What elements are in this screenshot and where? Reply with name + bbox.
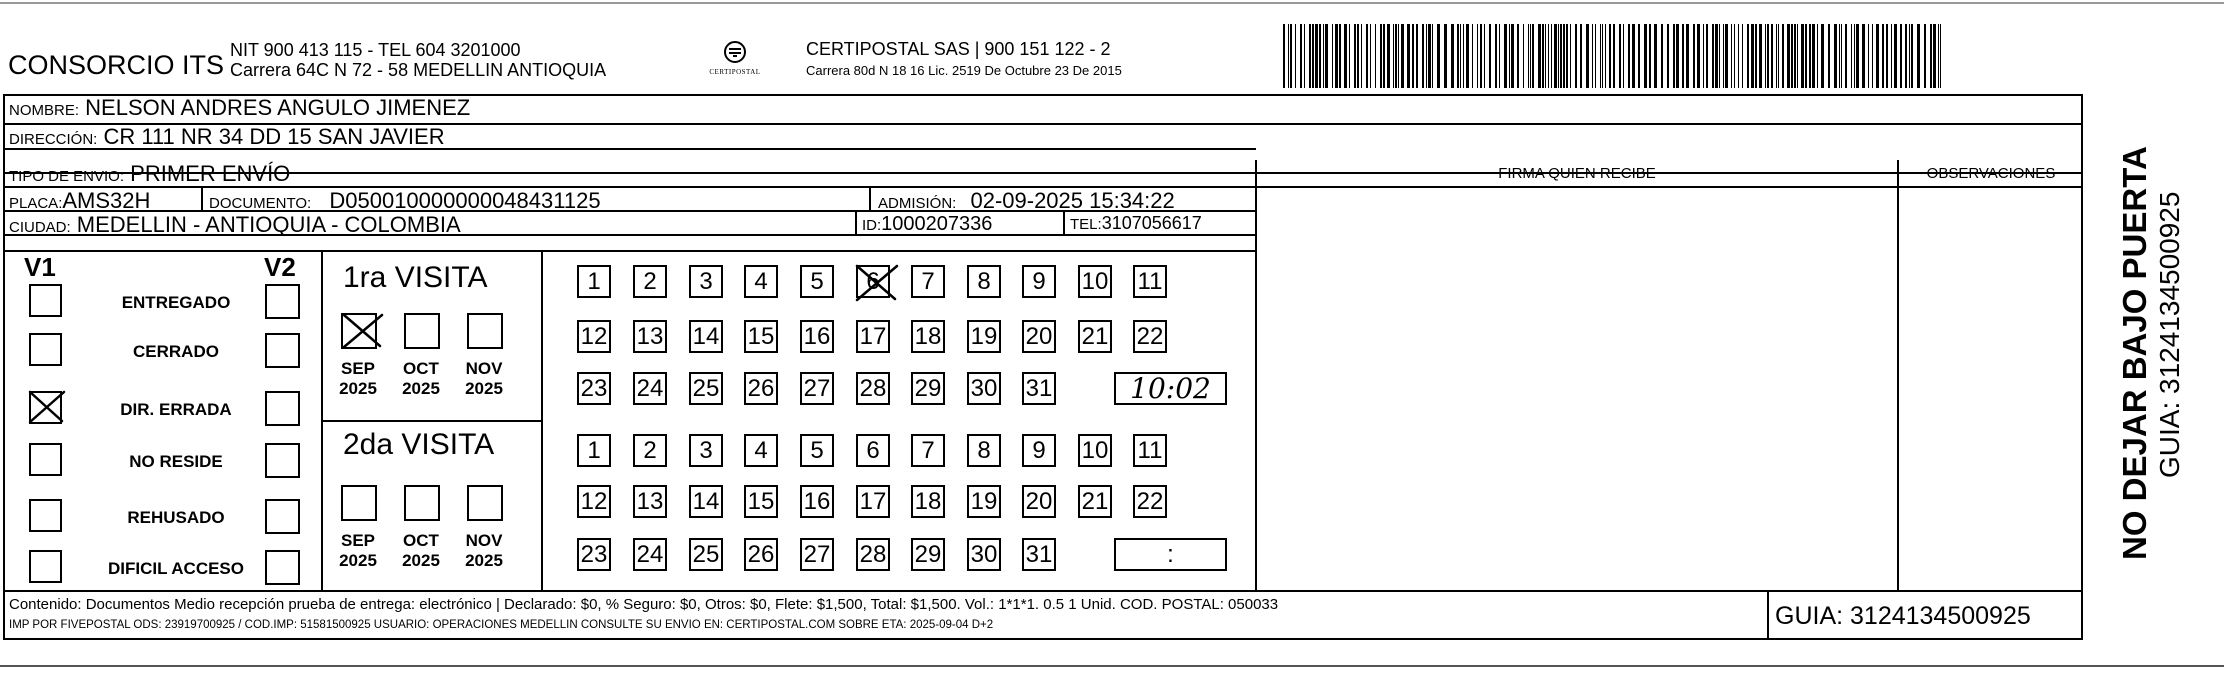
day-number: 29 bbox=[914, 540, 942, 568]
col-line bbox=[201, 186, 203, 212]
day-checkbox[interactable] bbox=[577, 485, 611, 518]
status-label: NO RESIDE bbox=[129, 452, 223, 471]
day-number: 14 bbox=[692, 487, 720, 515]
day-number: 3 bbox=[699, 436, 713, 464]
day-number: 25 bbox=[692, 374, 720, 402]
day-number: 4 bbox=[754, 267, 768, 295]
day-checkbox[interactable] bbox=[1133, 265, 1167, 298]
day-checkbox[interactable] bbox=[689, 538, 723, 571]
tel-label: TEL: bbox=[1070, 216, 1102, 233]
day-number: 5 bbox=[810, 436, 824, 464]
day-checkbox[interactable] bbox=[856, 485, 890, 518]
month-year: 2025 bbox=[402, 551, 440, 570]
month-year: 2025 bbox=[465, 379, 503, 398]
row-line bbox=[321, 420, 541, 422]
day-checkbox[interactable] bbox=[967, 434, 1001, 467]
tel-value: 3107056617 bbox=[1101, 213, 1202, 233]
day-checkbox[interactable] bbox=[1133, 434, 1167, 467]
visit2-title: 2da VISITA bbox=[343, 428, 495, 461]
day-checkbox[interactable] bbox=[911, 320, 945, 353]
day-checkbox[interactable] bbox=[689, 372, 723, 405]
logo-caption: CERTIPOSTAL bbox=[709, 68, 761, 76]
day-number: 19 bbox=[970, 487, 998, 515]
day-number: 18 bbox=[914, 322, 942, 350]
day-checkbox[interactable] bbox=[1022, 320, 1056, 353]
day-number: 21 bbox=[1081, 487, 1109, 515]
day-checkbox[interactable] bbox=[577, 434, 611, 467]
day-checkbox[interactable] bbox=[856, 320, 890, 353]
month-year: 2025 bbox=[339, 551, 377, 570]
day-checkbox[interactable] bbox=[744, 372, 778, 405]
status-v2-checkbox[interactable] bbox=[265, 443, 300, 478]
day-checkbox[interactable] bbox=[689, 485, 723, 518]
barcode bbox=[1283, 24, 1943, 88]
month-checkbox[interactable] bbox=[467, 485, 503, 521]
status-v2-checkbox[interactable] bbox=[265, 499, 300, 534]
status-v1-checkbox[interactable] bbox=[29, 499, 62, 532]
day-checkbox[interactable] bbox=[1133, 320, 1167, 353]
day-checkbox[interactable] bbox=[744, 320, 778, 353]
day-checkbox[interactable] bbox=[1133, 485, 1167, 518]
day-checkbox[interactable] bbox=[967, 485, 1001, 518]
day-number: 27 bbox=[803, 374, 831, 402]
day-number: 22 bbox=[1136, 322, 1164, 350]
row-line bbox=[3, 250, 1256, 252]
day-number: 26 bbox=[747, 374, 775, 402]
bottom-rule bbox=[0, 665, 2224, 667]
day-number: 30 bbox=[970, 540, 998, 568]
day-checkbox[interactable] bbox=[577, 538, 611, 571]
day-number: 12 bbox=[580, 487, 608, 515]
month-checkbox[interactable] bbox=[341, 485, 377, 521]
day-number: 13 bbox=[636, 322, 664, 350]
day-number: 31 bbox=[1025, 540, 1053, 568]
col-line bbox=[541, 250, 543, 590]
day-checkbox[interactable] bbox=[1022, 485, 1056, 518]
day-checkbox[interactable] bbox=[744, 485, 778, 518]
day-number: 9 bbox=[1032, 267, 1046, 295]
day-number: 25 bbox=[692, 540, 720, 568]
footer-guia: GUIA: 3124134500925 bbox=[1775, 602, 2031, 630]
month-checkbox[interactable] bbox=[404, 313, 440, 349]
day-number: 13 bbox=[636, 487, 664, 515]
day-number: 10 bbox=[1081, 267, 1109, 295]
time-field[interactable] bbox=[1114, 538, 1227, 571]
day-number: 22 bbox=[1136, 487, 1164, 515]
day-checkbox[interactable] bbox=[1078, 485, 1112, 518]
month-label: SEP bbox=[340, 531, 376, 550]
day-checkbox[interactable] bbox=[800, 265, 834, 298]
day-checkbox[interactable] bbox=[633, 372, 667, 405]
day-checkbox[interactable] bbox=[800, 372, 834, 405]
day-checkbox[interactable] bbox=[911, 434, 945, 467]
day-number: 2 bbox=[643, 267, 657, 295]
company-address: Carrera 64C N 72 - 58 MEDELLIN ANTIOQUIA bbox=[230, 60, 607, 80]
documento-value: D050010000000048431125 bbox=[329, 188, 601, 213]
status-label: REHUSADO bbox=[127, 508, 225, 527]
month-checkbox[interactable] bbox=[341, 313, 377, 349]
day-number: 1 bbox=[587, 436, 601, 464]
day-checkbox[interactable] bbox=[800, 434, 834, 467]
day-checkbox[interactable] bbox=[689, 265, 723, 298]
month-year: 2025 bbox=[339, 379, 377, 398]
status-v2-checkbox[interactable] bbox=[265, 284, 300, 319]
status-v1-checkbox[interactable] bbox=[29, 443, 62, 476]
month-checkbox[interactable] bbox=[404, 485, 440, 521]
day-number: 7 bbox=[921, 436, 935, 464]
admision-label: ADMISIÓN: bbox=[878, 195, 957, 212]
day-number: 29 bbox=[914, 374, 942, 402]
top-rule bbox=[0, 2, 2224, 4]
day-checkbox[interactable] bbox=[577, 372, 611, 405]
status-label: CERRADO bbox=[133, 342, 219, 361]
day-number: 8 bbox=[977, 436, 991, 464]
month-label: OCT bbox=[403, 359, 439, 378]
month-label: NOV bbox=[465, 359, 503, 378]
ciudad-label: CIUDAD: bbox=[9, 219, 71, 236]
day-number: 3 bbox=[699, 267, 713, 295]
firma-header: FIRMA QUIEN RECIBE bbox=[1498, 165, 1656, 182]
admision-row bbox=[878, 190, 1175, 212]
placa-value: AMS32H bbox=[62, 188, 151, 213]
visit1-title: 1ra VISITA bbox=[343, 261, 488, 294]
day-checkbox[interactable] bbox=[967, 265, 1001, 298]
day-checkbox[interactable] bbox=[689, 434, 723, 467]
month-label: NOV bbox=[465, 531, 503, 550]
day-number: 12 bbox=[580, 322, 608, 350]
day-number: 31 bbox=[1025, 374, 1053, 402]
id-value: 1000207336 bbox=[881, 213, 993, 235]
day-checkbox[interactable] bbox=[856, 265, 890, 298]
day-checkbox[interactable] bbox=[1078, 434, 1112, 467]
day-checkbox[interactable] bbox=[744, 434, 778, 467]
direccion-row bbox=[9, 126, 445, 148]
day-number: 23 bbox=[580, 540, 608, 568]
day-checkbox[interactable] bbox=[856, 372, 890, 405]
day-number: 17 bbox=[859, 322, 887, 350]
tipo-value: PRIMER ENVÍO bbox=[130, 161, 291, 186]
day-number: 10 bbox=[1081, 436, 1109, 464]
nombre-row bbox=[9, 97, 470, 119]
time-field[interactable] bbox=[1114, 372, 1227, 405]
day-number: 11 bbox=[1137, 267, 1163, 295]
nombre-value: NELSON ANDRES ANGULO JIMENEZ bbox=[85, 95, 471, 120]
status-label: DIFICIL ACCESO bbox=[107, 559, 244, 578]
day-number: 15 bbox=[747, 322, 775, 350]
footer-imp: IMP POR FIVEPOSTAL ODS: 23919700925 / COD.IMP: 51581500925 USUARIO: OPERACIONES MEDELLIN CONSULTE SU ENVIO EN: CERTIPOSTAL.COM SOBRE ETA: 2025-09-04 D+2 bbox=[9, 619, 994, 631]
tipo-label: TIPO DE ENVIO: bbox=[9, 168, 125, 185]
day-number: 6 bbox=[866, 436, 880, 464]
day-checkbox[interactable] bbox=[800, 320, 834, 353]
status-v1-checkbox[interactable] bbox=[29, 550, 62, 583]
row-line bbox=[3, 590, 2083, 592]
documento-row bbox=[209, 190, 601, 212]
placa-row bbox=[9, 190, 150, 212]
tipo-row bbox=[9, 163, 290, 185]
day-number: 5 bbox=[810, 267, 824, 295]
day-checkbox[interactable] bbox=[1022, 265, 1056, 298]
day-number: 19 bbox=[970, 322, 998, 350]
nombre-label: NOMBRE: bbox=[9, 102, 80, 119]
v2-label: V2 bbox=[264, 252, 296, 282]
day-checkbox[interactable] bbox=[633, 485, 667, 518]
col-line bbox=[1767, 590, 1769, 640]
status-v1-checkbox[interactable] bbox=[29, 333, 62, 366]
status-v2-checkbox[interactable] bbox=[265, 333, 300, 368]
direccion-label: DIRECCIÓN: bbox=[9, 131, 98, 148]
placa-label: PLACA: bbox=[9, 195, 63, 212]
day-checkbox[interactable] bbox=[633, 538, 667, 571]
day-checkbox[interactable] bbox=[1022, 434, 1056, 467]
day-checkbox[interactable] bbox=[967, 372, 1001, 405]
day-number: 28 bbox=[859, 374, 887, 402]
day-number: 2 bbox=[643, 436, 657, 464]
day-number: 15 bbox=[747, 487, 775, 515]
day-number: 21 bbox=[1081, 322, 1109, 350]
day-checkbox[interactable] bbox=[911, 485, 945, 518]
day-number: 17 bbox=[859, 487, 887, 515]
direccion-value: CR 111 NR 34 DD 15 SAN JAVIER bbox=[103, 124, 445, 149]
month-checkbox[interactable] bbox=[467, 313, 503, 349]
status-v2-checkbox[interactable] bbox=[265, 550, 300, 585]
day-number: 20 bbox=[1025, 322, 1053, 350]
id-row bbox=[862, 214, 992, 234]
day-checkbox[interactable] bbox=[689, 320, 723, 353]
ciudad-value: MEDELLIN - ANTIOQUIA - COLOMBIA bbox=[76, 212, 461, 237]
day-number: 14 bbox=[692, 322, 720, 350]
day-checkbox[interactable] bbox=[967, 538, 1001, 571]
courier-name: CERTIPOSTAL SAS | 900 151 122 - 2 bbox=[806, 39, 1111, 59]
day-checkbox[interactable] bbox=[1022, 372, 1056, 405]
day-checkbox[interactable] bbox=[911, 372, 945, 405]
day-number: 26 bbox=[747, 540, 775, 568]
tel-row bbox=[1070, 214, 1202, 232]
day-number: 30 bbox=[970, 374, 998, 402]
ciudad-row bbox=[9, 214, 461, 236]
day-checkbox[interactable] bbox=[911, 265, 945, 298]
day-number: 7 bbox=[921, 267, 935, 295]
documento-label: DOCUMENTO: bbox=[209, 195, 312, 212]
day-number: 6 bbox=[866, 267, 880, 295]
day-number: 4 bbox=[754, 436, 768, 464]
side-warning: NO DEJAR BAJO PUERTA bbox=[2116, 146, 2153, 560]
day-checkbox[interactable] bbox=[1022, 538, 1056, 571]
day-number: 8 bbox=[977, 267, 991, 295]
admision-value: 02-09-2025 15:34:22 bbox=[970, 188, 1175, 213]
status-label: DIR. ERRADA bbox=[120, 400, 232, 419]
time-value: 10:02 bbox=[1130, 372, 1211, 405]
day-checkbox[interactable] bbox=[577, 320, 611, 353]
id-label: ID: bbox=[862, 217, 882, 234]
day-number: 1 bbox=[587, 267, 601, 295]
day-checkbox[interactable] bbox=[744, 538, 778, 571]
day-number: 20 bbox=[1025, 487, 1053, 515]
day-checkbox[interactable] bbox=[1078, 320, 1112, 353]
day-checkbox[interactable] bbox=[633, 320, 667, 353]
company-nit: NIT 900 413 115 - TEL 604 3201000 bbox=[230, 40, 521, 60]
certipostal-logo bbox=[700, 38, 770, 86]
day-number: 9 bbox=[1032, 436, 1046, 464]
company-name: CONSORCIO ITS bbox=[8, 50, 225, 80]
day-checkbox[interactable] bbox=[800, 538, 834, 571]
time-value: : bbox=[1167, 540, 1174, 568]
col-line bbox=[855, 210, 857, 236]
day-checkbox[interactable] bbox=[577, 265, 611, 298]
day-checkbox[interactable] bbox=[633, 434, 667, 467]
day-checkbox[interactable] bbox=[911, 538, 945, 571]
day-number: 16 bbox=[803, 322, 831, 350]
day-number: 24 bbox=[636, 540, 664, 568]
day-number: 27 bbox=[803, 540, 831, 568]
day-number: 24 bbox=[636, 374, 664, 402]
day-number: 16 bbox=[803, 487, 831, 515]
day-number: 23 bbox=[580, 374, 608, 402]
courier-license: Carrera 80d N 18 16 Lic. 2519 De Octubre 23 De 2015 bbox=[806, 63, 1122, 78]
day-number: 18 bbox=[914, 487, 942, 515]
day-checkbox[interactable] bbox=[744, 265, 778, 298]
col-line bbox=[869, 186, 871, 212]
day-checkbox[interactable] bbox=[633, 265, 667, 298]
day-number: 28 bbox=[859, 540, 887, 568]
col-line bbox=[1897, 160, 1899, 592]
month-year: 2025 bbox=[402, 379, 440, 398]
month-label: SEP bbox=[340, 359, 376, 378]
footer-content: Contenido: Documentos Medio recepción prueba de entrega: electrónico | Declarado: $0, % Seguro: $0, Otros: $0, Flete: $1,500, Total: $1,500. Vol.: 1*1*1. 0.5 1 Unid. COD. POSTAL: 050033 bbox=[9, 596, 1279, 613]
status-v2-checkbox[interactable] bbox=[265, 391, 300, 426]
day-checkbox[interactable] bbox=[856, 538, 890, 571]
month-year: 2025 bbox=[465, 551, 503, 570]
side-guia: GUIA: 3124134500925 bbox=[2154, 191, 2185, 478]
month-label: OCT bbox=[403, 531, 439, 550]
day-checkbox[interactable] bbox=[1078, 265, 1112, 298]
col-line bbox=[1063, 210, 1065, 236]
status-v1-checkbox[interactable] bbox=[29, 284, 62, 317]
v1-label: V1 bbox=[24, 252, 56, 282]
status-label: ENTREGADO bbox=[121, 293, 231, 312]
day-checkbox[interactable] bbox=[800, 485, 834, 518]
day-number: 11 bbox=[1137, 436, 1163, 464]
status-v1-checkbox[interactable] bbox=[29, 391, 62, 424]
observaciones-header: OBSERVACIONES bbox=[1926, 165, 2056, 182]
day-checkbox[interactable] bbox=[967, 320, 1001, 353]
col-line bbox=[1255, 160, 1257, 592]
day-checkbox[interactable] bbox=[856, 434, 890, 467]
